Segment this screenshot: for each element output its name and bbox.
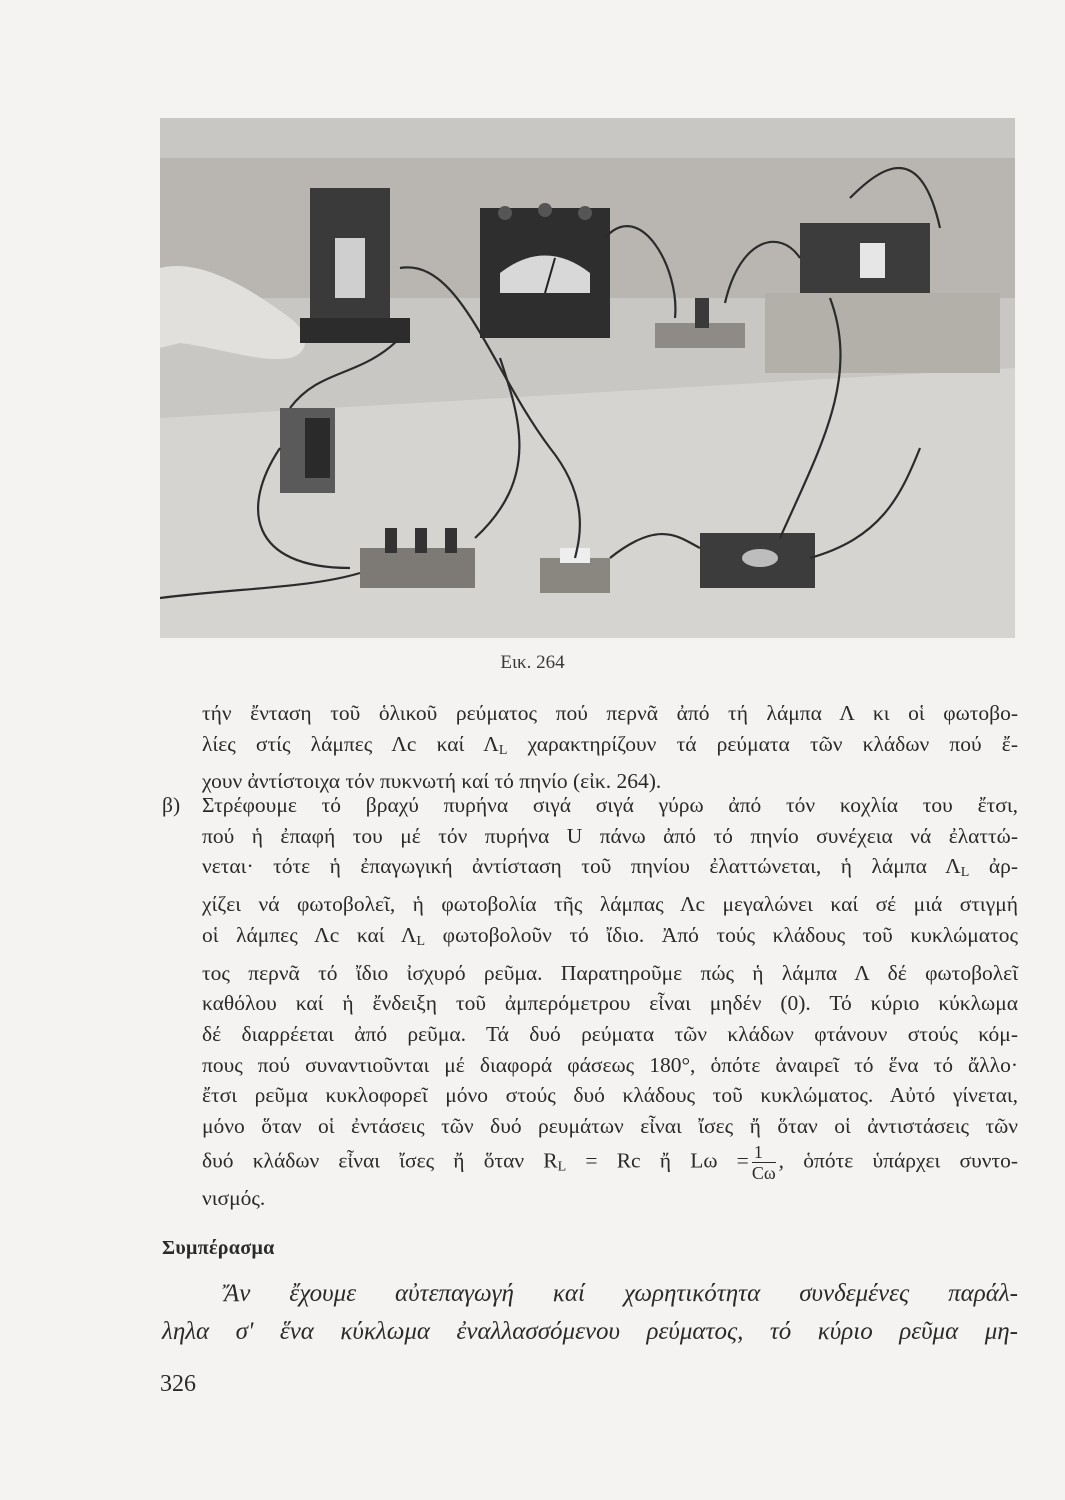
page-number: 326 xyxy=(160,1371,196,1397)
paragraph-1 xyxy=(202,698,1018,797)
fraction: $\frac{1}{C\omega}$ xyxy=(751,1141,776,1183)
paragraph-2-line-7: καθόλου καί ἡ ἔνδειξη τοῦ ἀμπερόμετρου εἶναι μηδέν (0). Τό κύριο κύκλωμα xyxy=(202,991,1018,1016)
paragraph-2 xyxy=(202,790,1018,1214)
paragraph-2-label: β) xyxy=(162,793,181,817)
paragraph-1-line-3: χουν ἀντίστοιχα τόν πυκνωτή καί τό πηνίο (εἰκ. 264). xyxy=(202,769,662,794)
conclusion-line-1: Ἄν ἔχουμε αὐτεπαγωγή καί χωρητικότητα συνδεμένες παράλ- xyxy=(224,1280,1018,1307)
paragraph-1-line-1: τήν ἔνταση τοῦ ὁλικοῦ ρεύματος πού περνᾶ ἀπό τή λάμπα Λ κι οἱ φωτοβο- xyxy=(202,701,1018,725)
paragraph-2-line-8: δέ διαρρέεται ἀπό ρεῦμα. Τά δυό ρεύματα τῶν κλάδων φτάνουν στούς κόμ- xyxy=(202,1021,1018,1046)
paragraph-2-line-4: χίζει νά φωτοβολεῖ, ἡ φωτοβολία τῆς λάμπας Λc μεγαλώνει καί σέ μιά στιγμή xyxy=(202,892,1018,917)
paragraph-2-line-6: τος περνᾶ τό ἴδιο ἰσχυρό ρεῦμα. Παρατηροῦμε πώς ἡ λάμπα Λ δέ φωτοβολεῖ xyxy=(202,960,1018,985)
paragraph-2-line-13: νισμός. xyxy=(202,1185,266,1210)
paragraph-2-line-5: οἱ λάμπες Λc καί $\Lambda_L$ φωτοβολοῦν τό ἴδιο. Ἀπό τούς κλάδους τοῦ κυκλώματος xyxy=(202,922,1018,949)
paragraph-2-line-9: πους πού συναντιοῦνται μέ διαφορά φάσεως 180°, ὁπότε ἀναιρεῖ τό ἕνα τό ἄλλο· xyxy=(202,1052,1018,1077)
conclusion-line-2: ληλα σ' ἕνα κύκλωμα ἐναλλασσόμενου ρεύματος, τό κύριο ρεῦμα μη- xyxy=(162,1318,1018,1345)
conclusion-text xyxy=(162,1275,1018,1351)
paragraph-2-line-3: νεται· τότε ἡ ἐπαγωγική ἀντίσταση τοῦ πηνίου ἐλαττώνεται, ἡ λάμπα $\Lambda_L$ ἀρ- xyxy=(202,854,1018,881)
paragraph-2-line-1: Στρέφουμε τό βραχύ πυρήνα σιγά σιγά γύρω ἀπό τόν κοχλία του ἔτσι, xyxy=(202,793,1018,817)
paragraph-2-line-2: πού ἡ ἐπαφή του μέ τόν πυρήνα U πάνω ἀπό τό πηνίο συνέχεια νά ἐλαττώ- xyxy=(202,823,1018,848)
paragraph-2-line-10: ἔτσι ρεῦμα κυκλοφορεῖ μόνο στούς δυό κλάδους τοῦ κυκλώματος. Αὐτό γίνεται, xyxy=(202,1083,1018,1108)
paragraph-2-line-11: μόνο ὅταν οἱ ἐντάσεις τῶν δυό ρευμάτων εἶναι ἴσες ἤ ὅταν οἱ ἀντιστάσεις τῶν xyxy=(202,1114,1018,1139)
paragraph-2-line-12: δυό κλάδων εἶναι ἴσες ἤ ὅταν $R_L = Rc$ ἤ Lω = $\frac{1}{C\omega}$ , ὁπότε ὑπάρχει συντο- xyxy=(202,1141,1018,1183)
section-heading: Συμπέρασμα xyxy=(162,1237,275,1259)
figure-caption: Εικ. 264 xyxy=(500,652,565,673)
apparatus-photo-drawing xyxy=(160,118,1015,638)
apparatus-photo xyxy=(160,118,1015,638)
paragraph-1-line-2: λίες στίς λάμπες Λc καί $\Lambda_L$ χαρακτηρίζουν τά ρεύματα τῶν κλάδων πού ἔ- xyxy=(202,731,1018,758)
